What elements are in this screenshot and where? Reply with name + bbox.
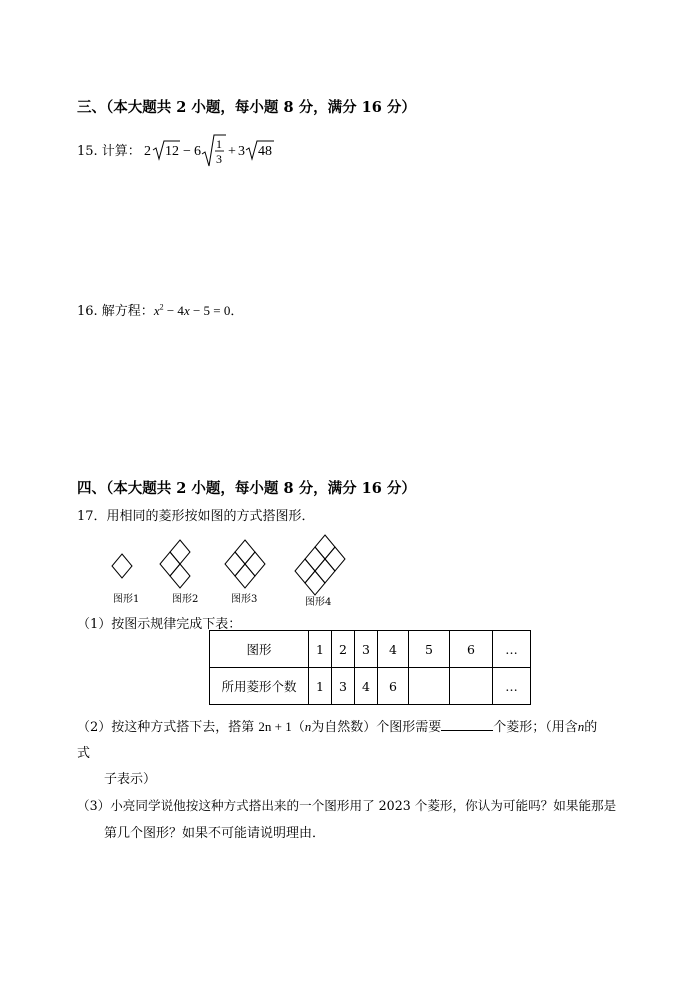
fig2-shape	[160, 540, 190, 588]
exponent: 2	[159, 302, 164, 312]
fig2-label: 图形2	[172, 594, 199, 605]
question-15	[77, 140, 141, 159]
term-4: − 4	[163, 303, 184, 318]
term-end: − 5 = 0	[189, 303, 231, 318]
cell: 6	[450, 631, 493, 668]
radicand-48: 48	[258, 144, 272, 159]
answer-cell[interactable]	[409, 668, 450, 705]
var-n-2: n	[577, 719, 585, 734]
question-17-part-3-line-2: 第几个图形？如果不可能请说明理由．	[104, 826, 326, 841]
plus-op: +	[228, 144, 236, 159]
question-17-part-2	[77, 716, 597, 735]
fig4-shape	[295, 535, 345, 595]
question-17-part-2-line-3: 子表示）	[104, 772, 157, 787]
table-row-figure	[210, 631, 531, 668]
cell: …	[493, 631, 531, 668]
frac-denominator: 3	[216, 152, 222, 166]
cell: 2	[332, 631, 355, 668]
part2-text-d: 个菱形；（用含	[493, 720, 578, 735]
fig3-shape	[225, 540, 265, 588]
minus-op: −	[183, 144, 191, 159]
fig1-rhombus	[112, 554, 132, 578]
coef-1: 2	[144, 144, 151, 159]
question-17-stem: 17．用相同的菱形按如图的方式搭图形．	[77, 509, 315, 524]
cell: 4	[355, 668, 378, 705]
part2-expr: 2n + 1	[258, 719, 292, 734]
table-row-count	[210, 668, 531, 705]
question-15-label: 15. 计算：	[77, 144, 141, 159]
section-4-title: 四、（本大题共 2 小题，每小题 8 分，满分 16 分）	[77, 480, 416, 497]
coef-3: 3	[238, 144, 245, 159]
cell: 1	[309, 668, 332, 705]
question-17-part-3-line-1: （3）小亮同学说他按这种方式搭出来的一个图形用了 2023 个菱形，你认为可能吗？如果能那是	[77, 798, 617, 813]
part2-text-a: （2）按这种方式搭下去，搭第	[77, 720, 259, 735]
part2-text-c: 为自然数）个图形需要	[311, 720, 442, 735]
question-16-label: 16. 解方程：	[77, 304, 154, 319]
fig3-label: 图形3	[231, 594, 258, 605]
question-16	[77, 300, 243, 319]
period: ．	[230, 304, 244, 319]
cell: 5	[409, 631, 450, 668]
var-x-2: x	[183, 303, 190, 318]
fig4-label: 图形4	[305, 597, 332, 608]
radicand-12: 12	[165, 144, 179, 159]
rhombus-figures	[100, 530, 360, 612]
cell: …	[493, 668, 531, 705]
frac-numerator: 1	[216, 137, 222, 151]
fig1-label: 图形1	[113, 594, 140, 605]
part2-text-b: （	[291, 720, 305, 735]
answer-blank[interactable]	[441, 718, 493, 731]
question-17-part-2-line-2: 式	[77, 746, 91, 761]
coef-2: 6	[194, 144, 201, 159]
section-3-title: 三、（本大题共 2 小题，每小题 8 分，满分 16 分）	[77, 99, 416, 116]
var-n: n	[304, 719, 312, 734]
question-17-part-1: （1）按图示规律完成下表：	[77, 617, 242, 632]
part2-text-e: 的	[584, 720, 598, 735]
header-count: 所用菱形个数	[210, 668, 309, 705]
cell: 1	[309, 631, 332, 668]
answer-cell[interactable]	[450, 668, 493, 705]
cell: 3	[355, 631, 378, 668]
question-15-expression	[142, 132, 282, 172]
cell: 6	[378, 668, 409, 705]
header-figure: 图形	[210, 631, 309, 668]
pattern-table	[209, 630, 531, 705]
cell: 3	[332, 668, 355, 705]
cell: 4	[378, 631, 409, 668]
var-x: x	[153, 303, 160, 318]
